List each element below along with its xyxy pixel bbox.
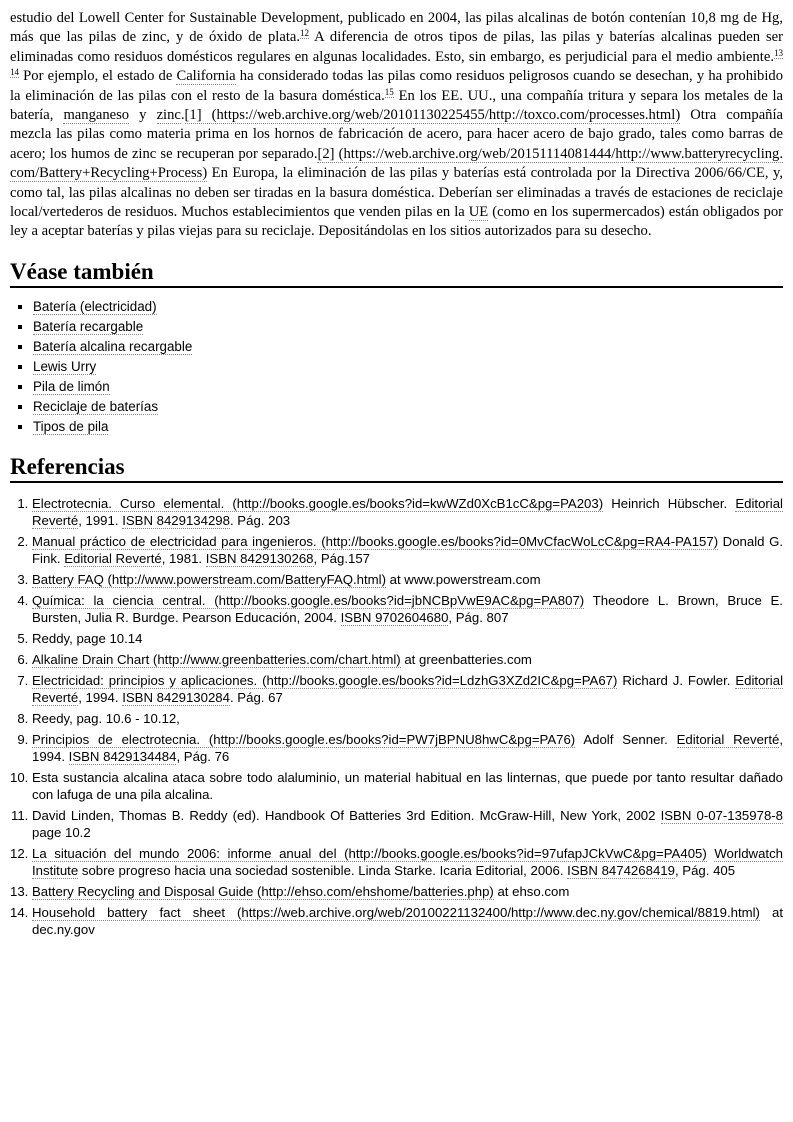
text: Reddy, page 10.14 [32,630,143,646]
inline-link[interactable]: Principios de electrotecnia. (http://books.google.es/books?id=PW7jBPNU8hwC&pg=PA76) [32,731,576,747]
inline-link[interactable]: La situación del mundo 2006: informe anual del (http://books.google.es/books?id=97ufapJCkVwC&pg=PA405) [32,845,707,861]
text: . Pág. 203 [229,512,291,528]
inline-link[interactable]: Electrotecnia. Curso elemental. (http://books.google.es/books?id=kwWZd0XcB1cC&pg=PA203) [32,495,604,511]
reference-item [32,651,783,668]
text: En los EE. UU., una compañía tritura y separa los metales de la batería, [10,87,783,124]
text: David Linden, Thomas B. Reddy (ed). Handbook Of Batteries 3rd Edition. McGraw-Hill, New York, 2002 [32,807,661,823]
inline-link[interactable]: ISBN 8429130268 [205,550,314,566]
text: at greenbatteries.com [400,651,532,667]
external-link[interactable]: [1] (https://web.archive.org/web/20101130225455/http://toxco.com/processes.html) [184,107,681,124]
text: Theodore L. Brown, Bruce E. Bursten, Julia R. Burdge. Pearson Educación, 2004. [32,592,783,625]
reference-item [32,731,783,765]
reference-item [32,571,783,588]
reference-item [32,883,783,900]
inline-link[interactable]: Worldwatch Institute [32,845,783,878]
text: A diferencia de otros tipos de pilas, las pilas y baterías alcalinas pueden ser eliminadas como residuos domésticos regulares en algunas localidades. Esto, sin embargo, es perjudicial para el medio ambiente. [10,29,783,65]
inline-link[interactable]: Editorial Reverté [32,495,783,528]
text: y [129,107,157,124]
see-also-item [33,417,783,437]
inline-link[interactable]: manganeso [63,107,130,124]
text: , 1994. [78,689,123,705]
reference-item [32,845,783,879]
inline-link[interactable]: California [176,68,236,85]
see-also-item [33,337,783,357]
references-heading: Referencias [10,453,783,483]
text: , 1994. [32,731,783,764]
text: . [180,107,185,124]
text: Heinrich Hübscher. [603,495,736,511]
text: Richard J. Fowler. [617,672,736,688]
references-list [10,495,783,938]
text: Por ejemplo, el estado de [19,68,177,85]
text: Esta sustancia alcalina ataca sobre todo alaluminio, un material habitual en las linternas, que puede por tanto resultar dañado con lafuga de una pila alcalina. [32,769,783,802]
inline-link[interactable]: Battery FAQ (http://www.powerstream.com/BatteryFAQ.html) [32,571,386,587]
text: Donald G. Fink. [32,533,783,566]
see-also-item [33,377,783,397]
inline-link[interactable]: Electricidad: principios y aplicaciones. (http://books.google.es/books?id=LdzhG3XZd2IC&pg=PA67) [32,672,618,688]
see-also-item [33,357,783,377]
reference-item [32,710,783,727]
inline-link[interactable]: UE [468,204,489,221]
see-also-link[interactable]: Tipos de pila [33,418,109,434]
inline-link[interactable]: ISBN 8429134298 [122,512,230,528]
citation-link[interactable]: 12 [300,28,309,39]
inline-link[interactable]: Manual práctico de electricidad para ingenieros. (http://books.google.es/books?id=0MvCfacWoLcC&pg=RA4-PA157) [32,533,719,549]
reference-item [32,904,783,938]
citation-link[interactable]: 13 [774,47,783,58]
inline-link[interactable]: Editorial Reverté [64,550,162,566]
inline-link[interactable]: zinc [156,107,181,124]
reference-item [32,533,783,567]
reference-item [32,769,783,803]
see-also-link[interactable]: Batería (electricidad) [33,298,157,314]
inline-link[interactable]: Battery Recycling and Disposal Guide (http://ehso.com/ehshome/batteries.php) [32,883,494,899]
reference-item [32,672,783,706]
text: , 1991. [78,512,123,528]
reference-item [32,592,783,626]
text: page 10.2 [32,824,91,840]
external-link[interactable]: [2] (https://web.archive.org/web/20151114081444/http://www.batteryrecycling.com/Battery+Recycling+Process) [10,145,783,182]
text: , Pág. 405 [674,862,736,878]
inline-link[interactable]: ISBN 0-07-135978-8 [660,807,783,823]
reference-item [32,807,783,841]
text: sobre progreso hacia una sociedad sostenible. Linda Starke. Icaria Editorial, 2006. [78,862,568,878]
text: Otra compañía mezcla las pilas como materia prima en los hornos de fabricación de acero, para hacer acero de bajo grado, tales como barras de acero; los humos de zinc se recuperan por separado. [10,107,784,162]
text: at www.powerstream.com [385,571,541,587]
see-also-item [33,317,783,337]
see-also-link[interactable]: Batería recargable [33,318,144,334]
text: at ehso.com [493,883,570,899]
inline-link[interactable]: ISBN 8474268419 [567,862,675,878]
inline-link[interactable]: Química: la ciencia central. (http://books.google.es/books?id=jbNCBpVwE9AC&pg=PA807) [32,592,585,608]
see-also-heading: Véase también [10,258,783,288]
citation-link[interactable]: 15 [384,86,394,97]
text: En Europa, la eliminación de las pilas y baterías está controlada por la Directiva 2006/66/CE, y, como tal, las pilas alcalinas no deben ser tiradas en la basura doméstica. Deberían ser eliminadas a través de estaciones de reciclaje local/vertederos de residuos. Muchos establecimientos que venden pilas en la [10,165,783,221]
inline-link[interactable]: ISBN 8429130284 [122,689,230,705]
text: , Pág. 807 [448,609,509,625]
reference-item [32,495,783,529]
see-also-item [33,397,783,417]
text: . Pág. 67 [229,689,283,705]
text: , 1981. [161,550,206,566]
reference-item [32,630,783,647]
text: estudio del Lowell Center for Sustainable Development, publicado en 2004, las pilas alcalinas de botón contenían 10,8 mg de Hg, más que las pilas de zinc, y de óxido de plata. [10,10,783,46]
see-also-link[interactable]: Lewis Urry [33,358,97,374]
inline-link[interactable]: Alkaline Drain Chart (http://www.greenbatteries.com/chart.html) [32,651,401,667]
inline-link[interactable]: ISBN 9702604680 [340,609,449,625]
inline-link[interactable]: ISBN 8429134484 [68,748,177,764]
inline-link[interactable]: Editorial Reverté [32,672,784,705]
see-also-link[interactable]: Reciclaje de baterías [33,398,159,414]
citation-link[interactable]: 14 [10,67,19,78]
text: , Pág.157 [313,550,370,566]
text: Reedy, pag. 10.6 - 10.12, [32,710,180,726]
see-also-item [33,297,783,317]
text: , Pág. 76 [176,748,230,764]
text: ha considerado todas las pilas como residuos peligrosos cuando se desechan, y ha prohibido la eliminación de las pilas con el resto de la basura doméstica. [10,68,783,104]
text: (como en los supermercados) están obligados por ley a aceptar baterías y pilas viejas para su reciclaje. Depositándolas en los sitios autorizados para su desecho. [10,204,783,240]
text: at dec.ny.gov [32,904,783,937]
see-also-link[interactable]: Batería alcalina recargable [33,338,193,354]
see-also-list [10,297,783,437]
external-link[interactable]: Household battery fact sheet (https://web.archive.org/web/20100221132400/http://www.dec.ny.gov/chemical/8819.html) [32,904,760,920]
see-also-link[interactable]: Pila de limón [33,378,110,394]
recycling-paragraph [10,9,783,242]
inline-link[interactable]: Editorial Reverté [676,731,780,747]
text: Adolf Senner. [575,731,677,747]
